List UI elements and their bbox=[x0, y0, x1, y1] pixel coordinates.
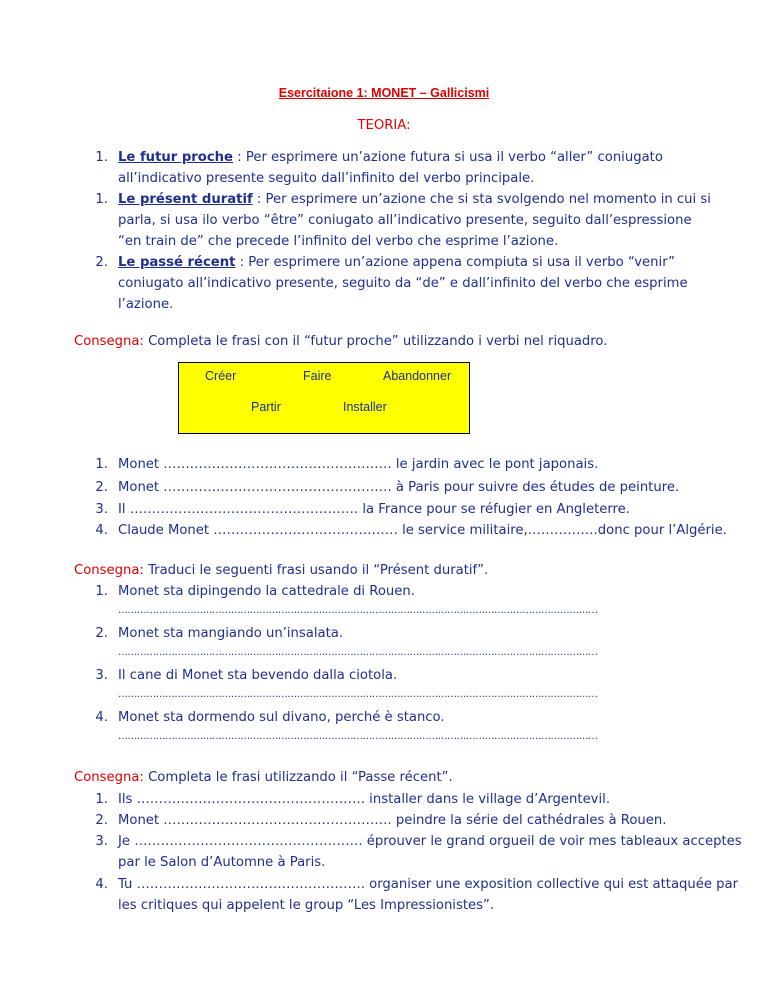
item-number: 3. bbox=[95, 834, 108, 849]
instruction-text: Traduci le seguenti frasi usando il “Présent duratif”. bbox=[143, 563, 489, 578]
item-text[interactable]: Claude Monet …………………………………… le service militaire,…………….donc pour l’Algérie. bbox=[118, 523, 727, 538]
item-text: Monet sta mangiando un’insalata. bbox=[118, 626, 344, 641]
instruction-text: Completa le frasi con il “futur proche” utilizzando i verbi nel riquadro. bbox=[143, 334, 608, 349]
item-number: 1. bbox=[95, 457, 108, 472]
item-number: 3. bbox=[95, 668, 108, 683]
item-text[interactable]: Il ……………………………………………. la France pour se réfugier en Angleterre. bbox=[118, 502, 630, 517]
page-title: Esercitaione 1: MONET – Gallicismi bbox=[278, 86, 490, 100]
item-text[interactable]: Monet ……………………………………………. peindre la série del cathédrales à Rouen. bbox=[118, 813, 667, 828]
answer-line[interactable]: ……………………………………………………………………………………………………………………………………… bbox=[118, 731, 598, 742]
teoria-line bbox=[118, 255, 675, 270]
verb-label: Créer bbox=[205, 369, 237, 383]
consegna-label: Consegna: bbox=[74, 334, 144, 349]
teoria-text: coniugato all’indicativo presente, seguito da “de” e dall’infinito del verbo che esprime bbox=[118, 276, 688, 291]
item-text: par le Salon d’Automne à Paris. bbox=[118, 855, 326, 870]
consegna-label: Consegna: bbox=[74, 563, 144, 578]
item-text: Monet sta dipingendo la cattedrale di Rouen. bbox=[118, 584, 415, 599]
item-text: Monet sta dormendo sul divano, perché è stanco. bbox=[118, 710, 445, 725]
item-number: 4. bbox=[95, 523, 108, 538]
teoria-text: parla, si usa ilo verbo “être” coniugato all’indicativo presente, seguito dall’espressione bbox=[118, 213, 692, 228]
item-number: 2. bbox=[95, 255, 108, 270]
item-text[interactable]: Monet ……………………………………………. à Paris pour suivre des études de peinture. bbox=[118, 480, 680, 495]
term-present-duratif: Le présent duratif bbox=[118, 192, 253, 207]
teoria-line bbox=[118, 192, 711, 207]
teoria-text: all’indicativo presente seguito dall’infinito del verbo principale. bbox=[118, 171, 535, 186]
consegna-label: Consegna: bbox=[74, 770, 144, 785]
answer-line[interactable]: ……………………………………………………………………………………………………………………………………… bbox=[118, 647, 598, 658]
item-text[interactable]: Je ……………………………………………. éprouver le grand orgueil de voir mes tableaux acceptes bbox=[118, 834, 742, 849]
item-number: 2. bbox=[95, 626, 108, 641]
instruction-text: Completa le frasi utilizzando il “Passe récent”. bbox=[143, 770, 453, 785]
teoria-heading: TEORIA: bbox=[357, 118, 411, 133]
verb-label: Abandonner bbox=[383, 369, 452, 383]
item-text[interactable]: Ils ……………………………………………. installer dans le village d’Argentevil. bbox=[118, 792, 611, 807]
item-number: 1. bbox=[95, 192, 108, 207]
teoria-text: : Per esprimere un’azione futura si usa il verbo “aller” coniugato bbox=[233, 150, 663, 165]
answer-line[interactable]: ……………………………………………………………………………………………………………………………………… bbox=[118, 605, 598, 616]
item-number: 4. bbox=[95, 710, 108, 725]
verb-label: Faire bbox=[303, 369, 332, 383]
verb-box bbox=[178, 362, 470, 434]
teoria-line bbox=[118, 150, 663, 165]
item-text: les critiques qui appelent le group “Les Impressionistes”. bbox=[118, 898, 495, 913]
item-number: 2. bbox=[95, 813, 108, 828]
answer-line[interactable]: ……………………………………………………………………………………………………………………………………… bbox=[118, 689, 598, 700]
item-number: 1. bbox=[95, 792, 108, 807]
teoria-text: “en train de” che precede l’infinito del verbo che esprime l’azione. bbox=[118, 234, 559, 249]
item-number: 3. bbox=[95, 502, 108, 517]
ex1-instruction bbox=[74, 334, 607, 349]
item-number: 1. bbox=[95, 584, 108, 599]
item-number: 1. bbox=[95, 150, 108, 165]
item-number: 2. bbox=[95, 480, 108, 495]
term-futur-proche: Le futur proche bbox=[118, 150, 234, 165]
item-number: 4. bbox=[95, 877, 108, 892]
item-text: Il cane di Monet sta bevendo dalla ciotola. bbox=[118, 668, 398, 683]
item-text[interactable]: Monet ……………………………………………. le jardin avec le pont japonais. bbox=[118, 457, 599, 472]
teoria-text: : Per esprimere un’azione appena compiuta si usa il verbo “venir” bbox=[235, 255, 676, 270]
verb-label: Partir bbox=[251, 400, 281, 414]
verb-label: Installer bbox=[343, 400, 387, 414]
teoria-text: l’azione. bbox=[118, 297, 174, 312]
teoria-text: : Per esprimere un’azione che si sta svolgendo nel momento in cui si bbox=[252, 192, 711, 207]
term-passe-recent: Le passé récent bbox=[118, 255, 236, 270]
ex3-instruction bbox=[74, 770, 453, 785]
ex2-instruction bbox=[74, 563, 488, 578]
item-text[interactable]: Tu ……………………………………………. organiser une exposition collective qui est attaquée par bbox=[118, 877, 739, 892]
